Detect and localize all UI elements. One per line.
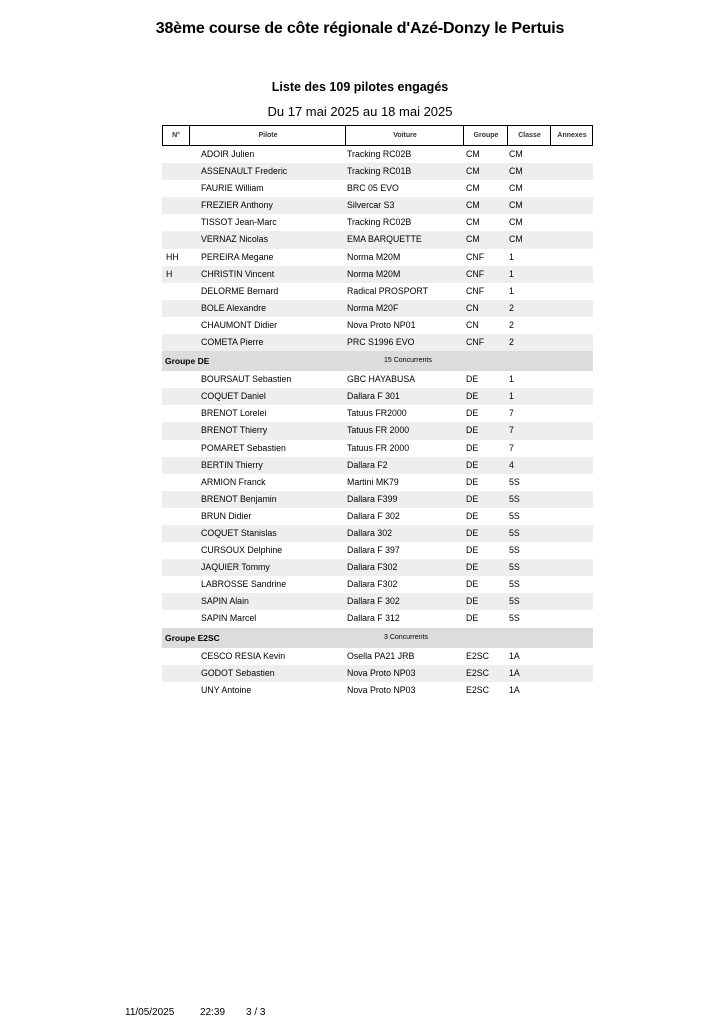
table-header (162, 125, 593, 146)
class-code: 2 (509, 302, 514, 313)
table-row (162, 214, 593, 231)
pilot-name: BRENOT Thierry (201, 425, 268, 436)
group-code: CN (466, 319, 479, 330)
pilot-name: COMETA Pierre (201, 337, 264, 348)
column-header-voiture: Voiture (345, 126, 464, 145)
class-code: 5S (509, 613, 520, 624)
table-row (162, 593, 593, 610)
car-model: Dallara F 302 (347, 596, 400, 607)
group-code: DE (466, 476, 479, 487)
class-code: 1 (509, 374, 514, 385)
table-row (162, 525, 593, 542)
class-code: 4 (509, 459, 514, 470)
car-model: Osella PA21 JRB (347, 650, 415, 661)
class-code: 5S (509, 545, 520, 556)
class-code: CM (509, 217, 523, 228)
car-model: Silvercar S3 (347, 200, 395, 211)
row-number: H (166, 268, 173, 279)
group-code: E2SC (466, 667, 489, 678)
table-row (162, 163, 593, 180)
class-code: 1A (509, 667, 520, 678)
car-model: Dallara F 302 (347, 510, 400, 521)
class-code: 1A (509, 650, 520, 661)
column-header-no: N° (172, 132, 180, 139)
table-row (162, 371, 593, 388)
class-code: CM (509, 234, 523, 245)
class-code: 7 (509, 408, 514, 419)
class-code: 1A (509, 684, 520, 695)
car-model: Dallara F 301 (347, 391, 400, 402)
group-code: CNF (466, 251, 485, 262)
car-model: PRC S1996 EVO (347, 337, 415, 348)
table-row (162, 457, 593, 474)
group-name: Groupe E2SC (165, 632, 220, 643)
pilot-name: TISSOT Jean-Marc (201, 217, 277, 228)
group-code: DE (466, 545, 479, 556)
pilot-name: SAPIN Marcel (201, 613, 257, 624)
group-code: DE (466, 425, 479, 436)
document-subtitle: Liste des 109 pilotes engagés (271, 80, 449, 94)
table-row (162, 283, 593, 300)
group-count: 3 Concurrents (384, 633, 428, 641)
class-code: 1 (509, 251, 514, 262)
car-model: Tatuus FR 2000 (347, 425, 410, 436)
table-row (162, 405, 593, 422)
pilot-name: BOURSAUT Sebastien (201, 374, 292, 385)
group-header-e2sc (162, 628, 593, 648)
table-row (162, 317, 593, 334)
car-model: Norma M20M (347, 251, 401, 262)
class-code: 1 (509, 285, 514, 296)
car-model: Tatuus FR 2000 (347, 442, 410, 453)
group-code: DE (466, 408, 479, 419)
group-code: DE (466, 510, 479, 521)
car-model: Nova Proto NP01 (347, 319, 416, 330)
footer-date: 11/05/2025 (125, 1007, 175, 1018)
rows-group-top (162, 146, 593, 351)
car-model: Tatuus FR2000 (347, 408, 407, 419)
pilot-name: CURSOUX Delphine (201, 545, 283, 556)
class-code: CM (509, 149, 523, 159)
class-code: 5S (509, 579, 520, 590)
pilot-name: COQUET Daniel (201, 391, 266, 402)
car-model: Dallara F302 (347, 579, 398, 590)
column-header-groupe: Groupe (463, 126, 508, 145)
car-model: Nova Proto NP03 (347, 667, 416, 678)
table-row (162, 422, 593, 439)
pilot-name: BRUN Didier (201, 510, 252, 521)
car-model: GBC HAYABUSA (347, 374, 416, 385)
pilot-name: ARMION Franck (201, 476, 266, 487)
pilot-name: BOLE Alexandre (201, 302, 267, 313)
table-row (162, 542, 593, 559)
car-model: Dallara 302 (347, 527, 392, 538)
car-model: BRC 05 EVO (347, 183, 399, 194)
table-row (162, 648, 593, 665)
car-model: Tracking RC02B (347, 149, 412, 159)
group-code: CNF (466, 268, 485, 279)
car-model: Tracking RC01B (347, 166, 412, 177)
pilot-name: DELORME Bernard (201, 285, 279, 296)
table-row (162, 334, 593, 351)
group-code: DE (466, 442, 479, 453)
pilot-name: BERTIN Thierry (201, 459, 263, 470)
rows-group-e2sc (162, 648, 593, 699)
table-row (162, 440, 593, 457)
group-code: DE (466, 613, 479, 624)
class-code: CM (509, 200, 523, 211)
table-row (162, 266, 593, 283)
car-model: Norma M20F (347, 302, 399, 313)
group-code: CM (466, 200, 480, 211)
table-row (162, 197, 593, 214)
group-code: CNF (466, 285, 485, 296)
group-name: Groupe DE (165, 356, 210, 367)
pilot-name: CHRISTIN Vincent (201, 268, 275, 279)
car-model: Martini MK79 (347, 476, 399, 487)
group-code: DE (466, 459, 479, 470)
table-row (162, 559, 593, 576)
pilot-name: LABROSSE Sandrine (201, 579, 287, 590)
pilot-name: PEREIRA Megane (201, 251, 274, 262)
table-row (162, 508, 593, 525)
pilot-name: CHAUMONT Didier (201, 319, 278, 330)
table-row (162, 388, 593, 405)
footer-page-number: 3 / 3 (246, 1007, 266, 1018)
document-title: 38ème course de côte régionale d'Azé-Donzy le Pertuis (155, 20, 565, 37)
column-header-pilote: Pilote (189, 126, 346, 145)
group-header-de (162, 351, 593, 371)
class-code: 2 (509, 337, 514, 348)
table-row (162, 682, 593, 699)
group-count: 15 Concurrents (384, 357, 432, 365)
group-code: E2SC (466, 684, 489, 695)
class-code: CM (509, 166, 523, 177)
group-code: DE (466, 562, 479, 573)
table-row (162, 610, 593, 627)
class-code: 5S (509, 493, 520, 504)
table-row (162, 665, 593, 682)
pilot-name: FREZIER Anthony (201, 200, 273, 211)
car-model: Dallara F2 (347, 459, 388, 470)
pilot-name: BRENOT Lorelei (201, 408, 267, 419)
group-code: DE (466, 527, 479, 538)
car-model: Dallara F 397 (347, 545, 400, 556)
group-code: CM (466, 149, 480, 159)
class-code: CM (509, 183, 523, 194)
footer-time: 22:39 (200, 1007, 226, 1018)
pilot-name: BRENOT Benjamin (201, 493, 277, 504)
pilot-name: SAPIN Alain (201, 596, 249, 607)
class-code: 7 (509, 425, 514, 436)
group-code: CN (466, 302, 479, 313)
group-code: CM (466, 234, 480, 245)
date-range: Du 17 mai 2025 au 18 mai 2025 (267, 104, 453, 119)
table-row (162, 180, 593, 197)
group-code: E2SC (466, 650, 489, 661)
group-code: DE (466, 391, 479, 402)
class-code: 5S (509, 476, 520, 487)
group-code: CM (466, 217, 480, 228)
group-code: DE (466, 374, 479, 385)
group-code: CM (466, 183, 480, 194)
pilot-name: FAURIE William (201, 183, 264, 194)
row-number: HH (166, 251, 179, 262)
column-header-classe: Classe (507, 126, 551, 145)
pilot-name: ADOIR Julien (201, 149, 255, 159)
class-code: 7 (509, 442, 514, 453)
table-row (162, 146, 593, 163)
pilot-name: COQUET Stanislas (201, 527, 277, 538)
car-model: Radical PROSPORT (347, 285, 428, 296)
group-code: DE (466, 493, 479, 504)
car-model: Dallara F 312 (347, 613, 400, 624)
table-row (162, 576, 593, 593)
pilot-name: JAQUIER Tommy (201, 562, 270, 573)
table-row (162, 491, 593, 508)
car-model: Tracking RC02B (347, 217, 412, 228)
group-code: CNF (466, 337, 485, 348)
rows-group-de (162, 371, 593, 627)
table-row (162, 231, 593, 248)
table-row (162, 300, 593, 317)
column-header-annexes: Annexes (550, 126, 593, 145)
pilot-name: VERNAZ Nicolas (201, 234, 268, 245)
pilot-name: POMARET Sebastien (201, 442, 286, 453)
class-code: 5S (509, 510, 520, 521)
class-code: 5S (509, 596, 520, 607)
group-code: CM (466, 166, 480, 177)
car-model: EMA BARQUETTE (347, 234, 422, 245)
class-code: 5S (509, 527, 520, 538)
class-code: 1 (509, 391, 514, 402)
car-model: Norma M20M (347, 268, 401, 279)
pilot-name: ASSENAULT Frederic (201, 166, 288, 177)
pilot-name: UNY Antoine (201, 684, 252, 695)
table-row (162, 249, 593, 266)
car-model: Dallara F302 (347, 562, 398, 573)
class-code: 2 (509, 319, 514, 330)
pilot-name: CESCO RESIA Kevin (201, 650, 286, 661)
class-code: 5S (509, 562, 520, 573)
pilot-name: GODOT Sebastien (201, 667, 275, 678)
group-code: DE (466, 596, 479, 607)
entries-table (162, 125, 593, 699)
group-code: DE (466, 579, 479, 590)
table-row (162, 474, 593, 491)
class-code: 1 (509, 268, 514, 279)
car-model: Dallara F399 (347, 493, 398, 504)
car-model: Nova Proto NP03 (347, 684, 416, 695)
